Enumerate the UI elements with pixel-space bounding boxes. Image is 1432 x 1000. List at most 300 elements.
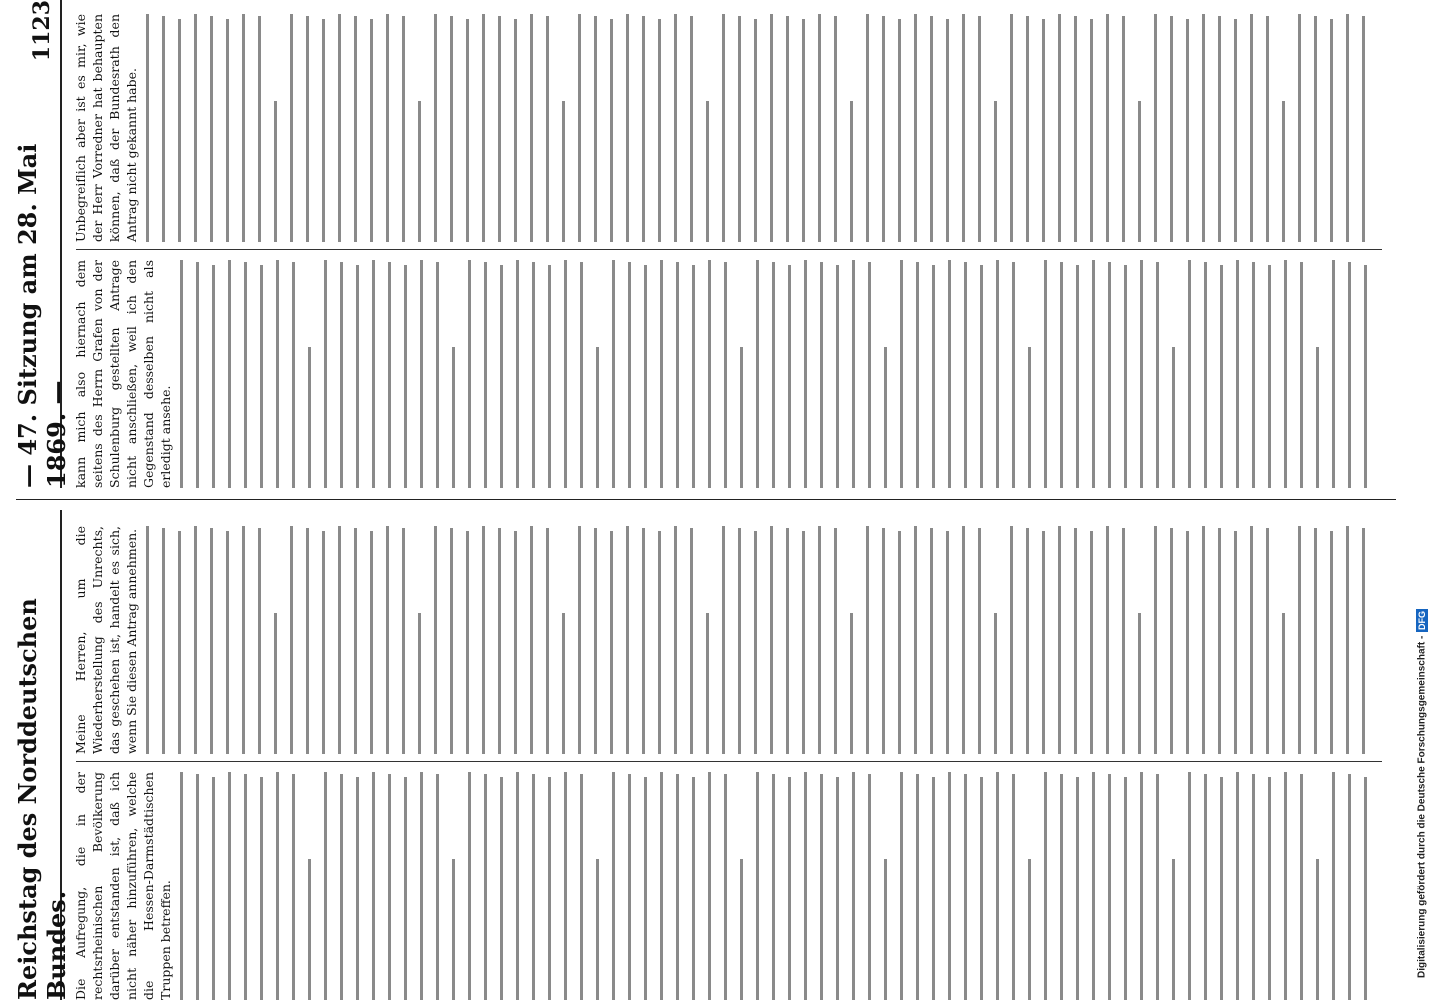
text-line: [1010, 14, 1013, 242]
text-line: [660, 260, 663, 488]
text-line: [1298, 14, 1301, 242]
text-line: [356, 777, 359, 1000]
text-line: [930, 528, 933, 754]
text-line: [1186, 19, 1189, 242]
text-line: [658, 19, 661, 242]
text-line: [596, 859, 599, 1000]
text-line: [1010, 526, 1013, 754]
text-line: [212, 777, 215, 1000]
text-line: [690, 16, 693, 242]
text-line: [962, 526, 965, 754]
text-line: [228, 260, 231, 488]
text-line: [884, 347, 887, 488]
text-line: [898, 19, 901, 242]
text-line: [578, 526, 581, 754]
text-line: [1252, 774, 1255, 1000]
left-column-1-lines: [180, 772, 1367, 1000]
text-line: [226, 19, 229, 242]
left-column-2: [72, 526, 1386, 754]
text-line: [708, 772, 711, 1000]
text-line: [1076, 265, 1079, 488]
text-line: [370, 19, 373, 242]
text-line: [882, 16, 885, 242]
text-line: [644, 777, 647, 1000]
text-line: [356, 265, 359, 488]
text-line: [740, 347, 743, 488]
text-line: [980, 777, 983, 1000]
text-line: [274, 101, 277, 242]
text-line: [1330, 531, 1333, 754]
text-line: [628, 262, 631, 488]
rotated-spread: [13, 0, 1396, 1000]
text-line: [1012, 262, 1015, 488]
text-line: [756, 260, 759, 488]
left-page-title: Reichstag des Norddeutschen Bundes.: [13, 598, 71, 1000]
text-line: [194, 14, 197, 242]
text-line: [1300, 774, 1303, 1000]
text-line: [804, 772, 807, 1000]
right-column-1-lines: [180, 260, 1367, 488]
left-column-divider: [76, 761, 1382, 762]
text-line: [786, 528, 789, 754]
text-line: [1188, 772, 1191, 1000]
text-line: [388, 262, 391, 488]
text-line: [1314, 16, 1317, 242]
text-line: [1298, 526, 1301, 754]
text-line: [1282, 613, 1285, 754]
text-line: [1042, 19, 1045, 242]
text-line: [1156, 262, 1159, 488]
text-line: [580, 262, 583, 488]
text-line: [546, 528, 549, 754]
text-line: [276, 260, 279, 488]
text-line: [1364, 265, 1367, 488]
text-line: [196, 262, 199, 488]
text-line: [914, 526, 917, 754]
text-line: [308, 347, 311, 488]
text-line: [546, 16, 549, 242]
text-line: [594, 528, 597, 754]
text-line: [178, 531, 181, 754]
text-line: [1026, 528, 1029, 754]
text-line: [306, 528, 309, 754]
text-line: [1026, 16, 1029, 242]
text-line: [244, 774, 247, 1000]
dfg-logo: DFG: [1417, 610, 1427, 630]
text-line: [324, 260, 327, 488]
text-line: [498, 16, 501, 242]
text-line: [1028, 859, 1031, 1000]
text-line: [1266, 16, 1269, 242]
text-line: [802, 531, 805, 754]
text-line: [788, 777, 791, 1000]
text-line: [1172, 859, 1175, 1000]
text-line: [850, 101, 853, 242]
left-page: [13, 510, 1396, 1000]
text-line: [1346, 526, 1349, 754]
text-line: [578, 14, 581, 242]
text-line: [676, 262, 679, 488]
text-line: [786, 16, 789, 242]
text-line: [772, 774, 775, 1000]
text-line: [994, 613, 997, 754]
text-line: [162, 16, 165, 242]
text-line: [258, 16, 261, 242]
text-line: [1314, 528, 1317, 754]
text-line: [212, 265, 215, 488]
text-line: [434, 526, 437, 754]
left-column-1-text: Die Aufregung, die in der rechtsrheinischen Bevölkerung darüber entstanden ist, daß ich nicht näher hinzuführen, welche die Hessen-Darmstädtischen Truppen betreffen.: [73, 772, 173, 1000]
text-line: [322, 19, 325, 242]
text-line: [754, 19, 757, 242]
text-line: [900, 772, 903, 1000]
text-line: [850, 613, 853, 754]
text-line: [866, 526, 869, 754]
text-line: [596, 347, 599, 488]
text-line: [1362, 528, 1365, 754]
text-line: [820, 262, 823, 488]
text-line: [450, 16, 453, 242]
text-line: [628, 774, 631, 1000]
text-line: [834, 528, 837, 754]
text-line: [226, 531, 229, 754]
text-line: [260, 777, 263, 1000]
right-column-1: [72, 260, 1386, 488]
text-line: [1042, 531, 1045, 754]
text-line: [210, 528, 213, 754]
text-line: [532, 774, 535, 1000]
text-line: [932, 265, 935, 488]
text-line: [948, 772, 951, 1000]
text-line: [724, 262, 727, 488]
text-line: [964, 774, 967, 1000]
text-line: [834, 16, 837, 242]
text-line: [146, 14, 149, 242]
text-line: [242, 14, 245, 242]
text-line: [404, 265, 407, 488]
text-line: [1348, 262, 1351, 488]
text-line: [436, 774, 439, 1000]
text-line: [1090, 19, 1093, 242]
text-line: [1252, 262, 1255, 488]
text-line: [626, 14, 629, 242]
text-line: [1092, 260, 1095, 488]
text-line: [274, 613, 277, 754]
text-line: [610, 531, 613, 754]
text-line: [1268, 265, 1271, 488]
text-line: [1266, 528, 1269, 754]
text-line: [1268, 777, 1271, 1000]
text-line: [292, 774, 295, 1000]
text-line: [290, 526, 293, 754]
text-line: [770, 526, 773, 754]
text-line: [1202, 526, 1205, 754]
text-line: [354, 528, 357, 754]
text-line: [450, 528, 453, 754]
text-line: [1250, 14, 1253, 242]
text-line: [402, 528, 405, 754]
text-line: [466, 19, 469, 242]
text-line: [1154, 14, 1157, 242]
text-line: [308, 859, 311, 1000]
text-line: [884, 859, 887, 1000]
text-line: [418, 613, 421, 754]
text-line: [674, 526, 677, 754]
text-line: [1316, 859, 1319, 1000]
text-line: [1122, 16, 1125, 242]
text-line: [930, 16, 933, 242]
text-line: [754, 531, 757, 754]
text-line: [468, 772, 471, 1000]
text-line: [1156, 774, 1159, 1000]
text-line: [916, 774, 919, 1000]
text-line: [1044, 260, 1047, 488]
text-line: [1012, 774, 1015, 1000]
text-line: [1188, 260, 1191, 488]
text-line: [802, 19, 805, 242]
text-line: [452, 859, 455, 1000]
text-line: [770, 14, 773, 242]
text-line: [1074, 528, 1077, 754]
text-line: [706, 613, 709, 754]
text-line: [532, 262, 535, 488]
text-line: [1202, 14, 1205, 242]
text-line: [562, 101, 565, 242]
text-line: [1124, 777, 1127, 1000]
text-line: [420, 772, 423, 1000]
text-line: [1108, 262, 1111, 488]
text-line: [1058, 526, 1061, 754]
text-line: [180, 260, 183, 488]
text-line: [916, 262, 919, 488]
text-line: [372, 772, 375, 1000]
text-line: [370, 531, 373, 754]
right-column-2-text: Unbegreiflich aber ist es mir, wie der Herr Vorredner hat behaupten können, daß der Bundesrath den Antrag nicht gekannt habe.: [73, 14, 139, 242]
text-line: [932, 777, 935, 1000]
text-line: [692, 265, 695, 488]
text-line: [514, 19, 517, 242]
text-line: [338, 526, 341, 754]
text-line: [898, 531, 901, 754]
text-line: [1138, 101, 1141, 242]
text-line: [434, 14, 437, 242]
text-line: [1170, 528, 1173, 754]
text-line: [1346, 14, 1349, 242]
text-line: [740, 859, 743, 1000]
left-running-head: [13, 510, 71, 1000]
text-line: [946, 531, 949, 754]
text-line: [290, 14, 293, 242]
text-line: [196, 774, 199, 1000]
text-line: [610, 19, 613, 242]
text-line: [1044, 772, 1047, 1000]
text-line: [1218, 16, 1221, 242]
text-line: [706, 101, 709, 242]
text-line: [676, 774, 679, 1000]
text-line: [372, 260, 375, 488]
text-line: [1330, 19, 1333, 242]
text-line: [644, 265, 647, 488]
text-line: [1282, 101, 1285, 242]
right-column-2-lines: [146, 14, 1365, 242]
text-line: [1090, 531, 1093, 754]
text-line: [1170, 16, 1173, 242]
text-line: [642, 16, 645, 242]
text-line: [994, 101, 997, 242]
text-line: [1060, 262, 1063, 488]
text-line: [1058, 14, 1061, 242]
text-line: [1028, 347, 1031, 488]
text-line: [484, 774, 487, 1000]
text-line: [1332, 772, 1335, 1000]
text-line: [548, 777, 551, 1000]
text-line: [1284, 772, 1287, 1000]
text-line: [530, 14, 533, 242]
text-line: [322, 531, 325, 754]
text-line: [146, 526, 149, 754]
text-line: [436, 262, 439, 488]
text-line: [996, 772, 999, 1000]
text-line: [388, 774, 391, 1000]
text-line: [338, 14, 341, 242]
left-column-1: [72, 772, 1386, 1000]
text-line: [228, 772, 231, 1000]
text-line: [516, 260, 519, 488]
text-line: [722, 526, 725, 754]
text-line: [1364, 777, 1367, 1000]
text-line: [914, 14, 917, 242]
text-line: [626, 526, 629, 754]
text-line: [964, 262, 967, 488]
text-line: [580, 774, 583, 1000]
text-line: [162, 528, 165, 754]
text-line: [1074, 16, 1077, 242]
session-title: — 47. Sitzung am 28. Mai 1869. —: [13, 143, 71, 488]
text-line: [1140, 260, 1143, 488]
text-line: [564, 260, 567, 488]
text-line: [1300, 262, 1303, 488]
text-line: [658, 531, 661, 754]
text-line: [1284, 260, 1287, 488]
text-line: [1138, 613, 1141, 754]
right-page: [13, 0, 1396, 488]
right-column-2: [72, 14, 1386, 242]
text-line: [194, 526, 197, 754]
text-line: [962, 14, 965, 242]
text-line: [1172, 347, 1175, 488]
text-line: [1076, 777, 1079, 1000]
text-line: [868, 774, 871, 1000]
credit-text: Digitalisierung gefördert durch die Deutsche Forschungsgemeinschaft -: [1416, 635, 1428, 978]
text-line: [178, 19, 181, 242]
text-line: [1124, 265, 1127, 488]
text-line: [386, 14, 389, 242]
text-line: [724, 774, 727, 1000]
text-line: [242, 526, 245, 754]
text-line: [772, 262, 775, 488]
text-line: [516, 772, 519, 1000]
text-line: [1348, 774, 1351, 1000]
text-line: [404, 777, 407, 1000]
text-line: [1154, 526, 1157, 754]
text-line: [1060, 774, 1063, 1000]
text-line: [500, 265, 503, 488]
left-column-2-lines: [146, 526, 1365, 754]
text-line: [466, 531, 469, 754]
text-line: [402, 16, 405, 242]
text-line: [660, 772, 663, 1000]
text-line: [210, 16, 213, 242]
text-line: [642, 528, 645, 754]
text-line: [1108, 774, 1111, 1000]
text-line: [978, 16, 981, 242]
text-line: [1362, 16, 1365, 242]
right-column-divider: [76, 249, 1382, 250]
text-line: [612, 772, 615, 1000]
text-line: [1236, 260, 1239, 488]
text-line: [548, 265, 551, 488]
text-line: [386, 526, 389, 754]
text-line: [1236, 772, 1239, 1000]
text-line: [514, 531, 517, 754]
text-line: [674, 14, 677, 242]
text-line: [1106, 526, 1109, 754]
text-line: [738, 528, 741, 754]
text-line: [612, 260, 615, 488]
text-line: [868, 262, 871, 488]
text-line: [690, 528, 693, 754]
text-line: [1332, 260, 1335, 488]
text-line: [946, 19, 949, 242]
text-line: [1186, 531, 1189, 754]
text-line: [900, 260, 903, 488]
text-line: [564, 772, 567, 1000]
text-line: [354, 16, 357, 242]
digitization-credit: [1414, 28, 1430, 978]
text-line: [260, 265, 263, 488]
text-line: [996, 260, 999, 488]
right-column-1-text: kann mich also hiernach dem seitens des Herrn Grafen von der Schulenburg gestellten Antrage nicht anschließen, weil ich den Gegenstand desselben nicht als erledigt ansehe.: [73, 260, 173, 488]
text-line: [866, 14, 869, 242]
left-column-2-text: Meine Herren, um die Wiederherstellung des Unrechts, das geschehen ist, handelt es sich, wenn Sie diesen Antrag annehmen.: [73, 526, 139, 754]
text-line: [340, 774, 343, 1000]
text-line: [484, 262, 487, 488]
text-line: [1220, 265, 1223, 488]
text-line: [1204, 262, 1207, 488]
text-line: [1234, 19, 1237, 242]
text-line: [420, 260, 423, 488]
text-line: [1250, 526, 1253, 754]
text-line: [692, 777, 695, 1000]
text-line: [708, 260, 711, 488]
text-line: [804, 260, 807, 488]
text-line: [1122, 528, 1125, 754]
right-running-head: [13, 0, 71, 488]
page-gutter-rule: [16, 499, 1396, 500]
text-line: [276, 772, 279, 1000]
text-line: [482, 14, 485, 242]
text-line: [852, 260, 855, 488]
text-line: [738, 16, 741, 242]
text-line: [980, 265, 983, 488]
text-line: [882, 528, 885, 754]
text-line: [820, 774, 823, 1000]
text-line: [1218, 528, 1221, 754]
text-line: [1140, 772, 1143, 1000]
text-line: [562, 613, 565, 754]
text-line: [482, 526, 485, 754]
text-line: [818, 526, 821, 754]
